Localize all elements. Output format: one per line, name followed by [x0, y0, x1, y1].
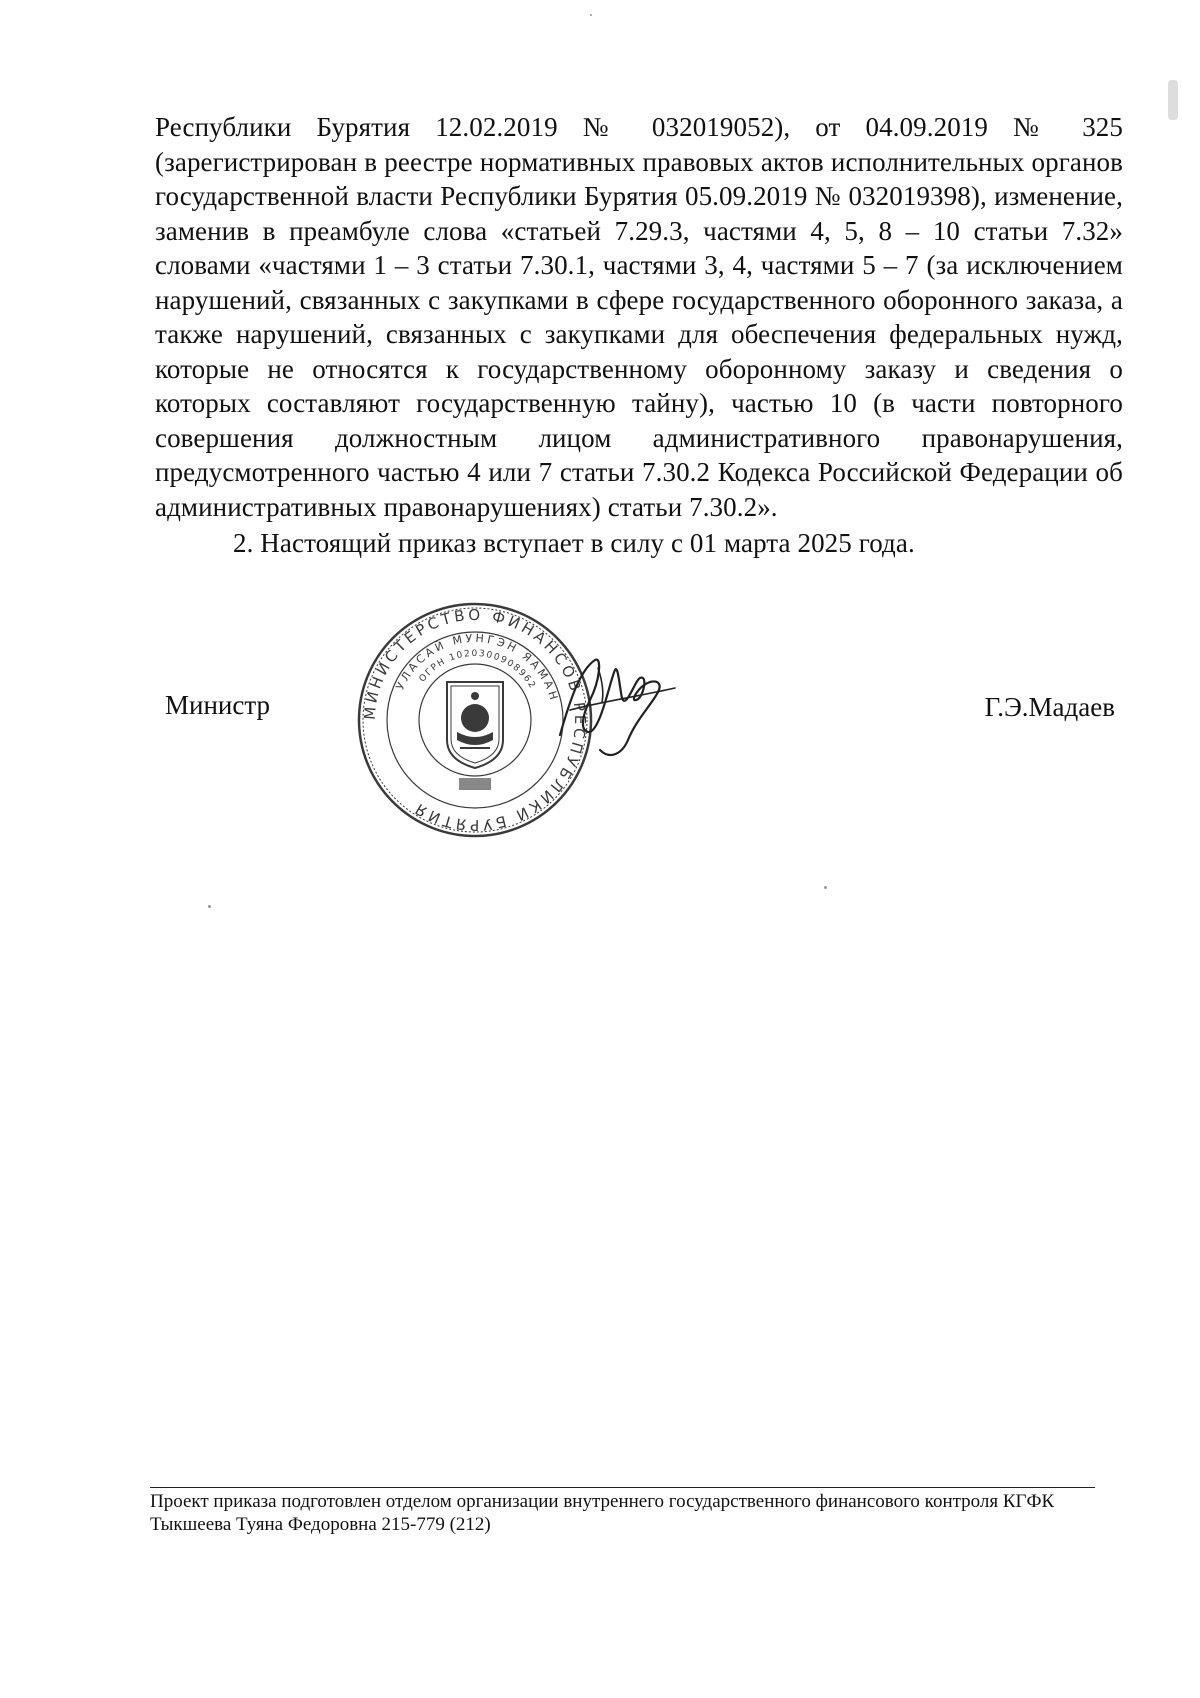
seal-outer-text: МИНИСТЕРСТВО ФИНАНСОВ РЕСПУБЛИКИ БУРЯТИЯ	[360, 605, 590, 835]
seal-ogrn-text: ОГРН 1020300908962	[417, 648, 538, 692]
footer-divider	[150, 1487, 1095, 1488]
scan-speck	[590, 14, 592, 16]
signer-position: Министр	[165, 690, 270, 720]
amendment-paragraph: Республики Бурятия 12.02.2019 № 032019052), от 04.09.2019 № 325 (зарегистрирован в реестре нормативных правовых актов исполнительных органов государственной власти Республики Бурятия 05.09.2019 № 032019398), изменение, заменив в преамбуле слова «статьей 7.29.3, частями 4, 5, 8 – 10 статьи 7.32» словами «частями 1 – 3 статьи 7.30.1, частями 3, 4, частями 5 – 7 (за исключением нарушений, связанных с закупками в сфере государственного оборонного заказа, а также нарушений, связанных с закупками для обеспечения федеральных нужд, которые не относятся к государственному оборонному заказу и сведения о которых составляют государственную тайну), частью 10 (в части повторного совершения должностным лицом административного правонарушения, предусмотренного частью 4 или 7 статьи 7.30.2 Кодекса Российской Федерации об административных правонарушениях) статьи 7.30.2».	[155, 112, 1123, 522]
scan-speck	[824, 886, 827, 889]
footer-prepared-by: Проект приказа подготовлен отделом организации внутреннего государственного финансового контроля КГФК	[150, 1491, 1055, 1512]
signer-name: Г.Э.Мадаев	[984, 692, 1115, 722]
effective-date-paragraph: 2. Настоящий приказ вступает в силу с 01 марта 2025 года.	[233, 528, 915, 558]
footer-note	[150, 1490, 1130, 1536]
scan-speck	[208, 905, 211, 908]
document-body	[155, 110, 1123, 561]
seal-inner-text: УЛАСАЙ МУНГЭН ЯАМАН	[393, 631, 561, 704]
footer-contact: Тыкшеева Туяна Федоровна 215-779 (212)	[150, 1514, 491, 1535]
signature-block	[155, 690, 1115, 750]
scan-speck	[1168, 80, 1178, 120]
